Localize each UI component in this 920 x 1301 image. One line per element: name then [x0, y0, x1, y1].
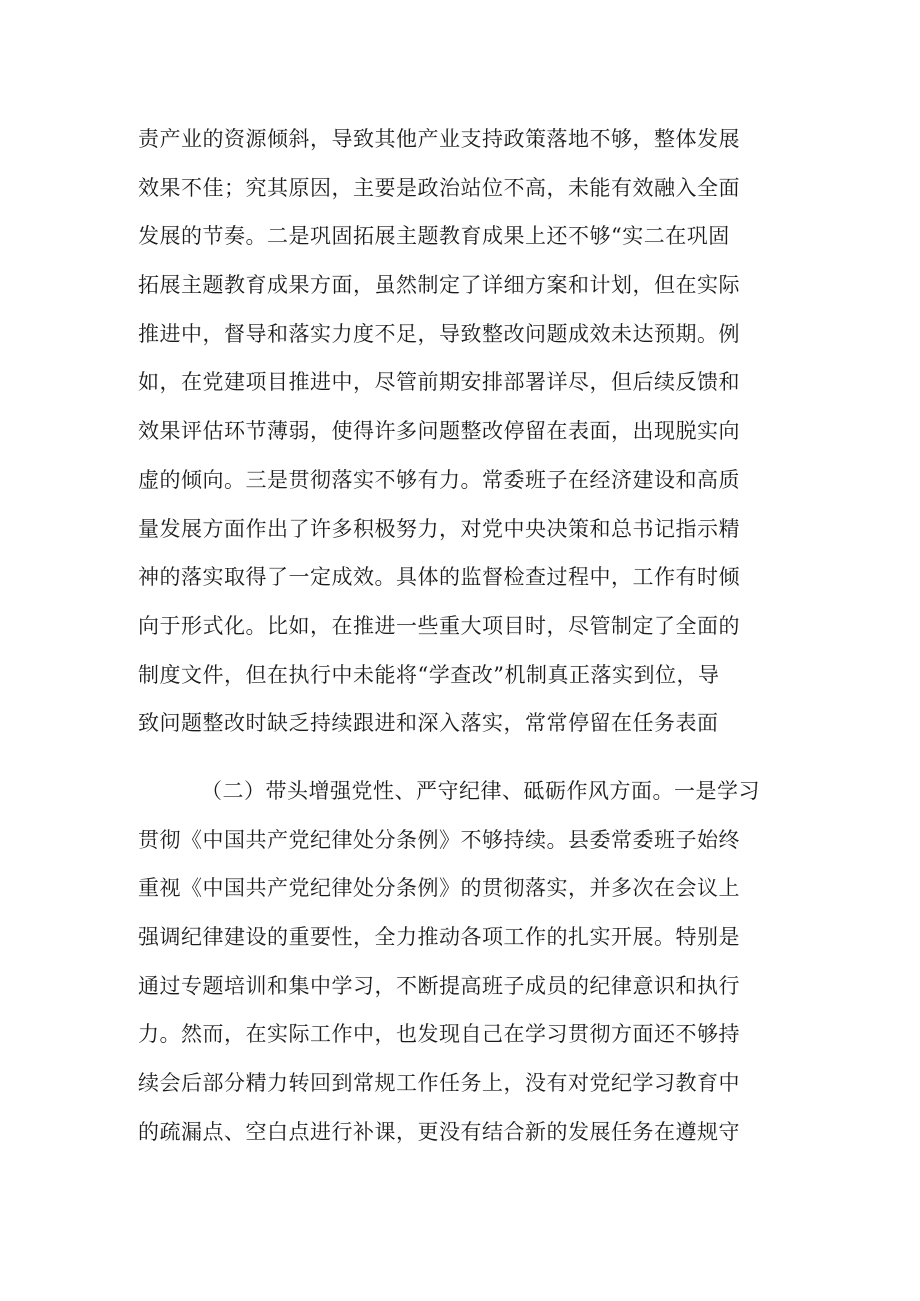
- paragraph-line: 续会后部分精力转回到常规工作任务上，没有对党纪学习教育中: [138, 1071, 740, 1096]
- paragraph-line: 拓展主题教育成果方面，虽然制定了详细方案和计划，但在实际: [138, 273, 740, 298]
- paragraph-line: 通过专题培训和集中学习，不断提高班子成员的纪律意识和执行: [138, 973, 740, 998]
- paragraph-line: 责产业的资源倾斜，导致其他产业支持政策落地不够，整体发展: [138, 127, 740, 151]
- paragraph-1: [138, 115, 798, 748]
- paragraph-line: 效果不佳；究其原因，主要是政治站位不高，未能有效融入全面: [138, 175, 740, 200]
- paragraph-line: 重视《中国共产党纪律处分条例》的贯彻落实，并多次在会议上: [138, 876, 740, 901]
- paragraph-line: 神的落实取得了一定成效。具体的监督检查过程中，工作有时倾: [138, 565, 740, 590]
- paragraph-2: [138, 767, 798, 1157]
- paragraph-line: 如，在党建项目推进中，尽管前期安排部署详尽，但后续反馈和: [138, 370, 740, 395]
- paragraph-line: 强调纪律建设的重要性，全力推动各项工作的扎实开展。特别是: [138, 925, 740, 950]
- paragraph-line: 向于形式化。比如，在推进一些重大项目时，尽管制定了全面的: [138, 613, 740, 638]
- paragraph-line: 虚的倾向。三是贯彻落实不够有力。常委班子在经济建设和高质: [138, 467, 740, 492]
- paragraph-line: 致问题整改时缺乏持续跟进和深入落实，常常停留在任务表面: [138, 711, 719, 736]
- paragraph-line: （二）带头增强党性、严守纪律、砥砺作风方面。一是学习: [201, 779, 760, 803]
- paragraph-line: 的疏漏点、空白点进行补课，更没有结合新的发展任务在遵规守: [138, 1119, 740, 1144]
- paragraph-line: 效果评估环节薄弱，使得许多问题整改停留在表面，出现脱实向: [138, 419, 740, 444]
- paragraph-line: 量发展方面作出了许多积极努力，对党中央决策和总书记指示精: [138, 516, 740, 541]
- paragraph-line: 发展的节奏。二是巩固拓展主题教育成果上还不够“实二在巩固: [138, 224, 730, 249]
- paragraph-line: 力。然而，在实际工作中，也发现自己在学习贯彻方面还不够持: [138, 1022, 740, 1047]
- paragraph-line: 贯彻《中国共产党纪律处分条例》不够持续。县委常委班子始终: [138, 827, 740, 852]
- paragraph-line: 制度文件，但在执行中未能将“学查改”机制真正落实到位，导: [138, 662, 720, 687]
- paragraph-line: 推进中，督导和落实力度不足，导致整改问题成效未达预期。例: [138, 321, 740, 346]
